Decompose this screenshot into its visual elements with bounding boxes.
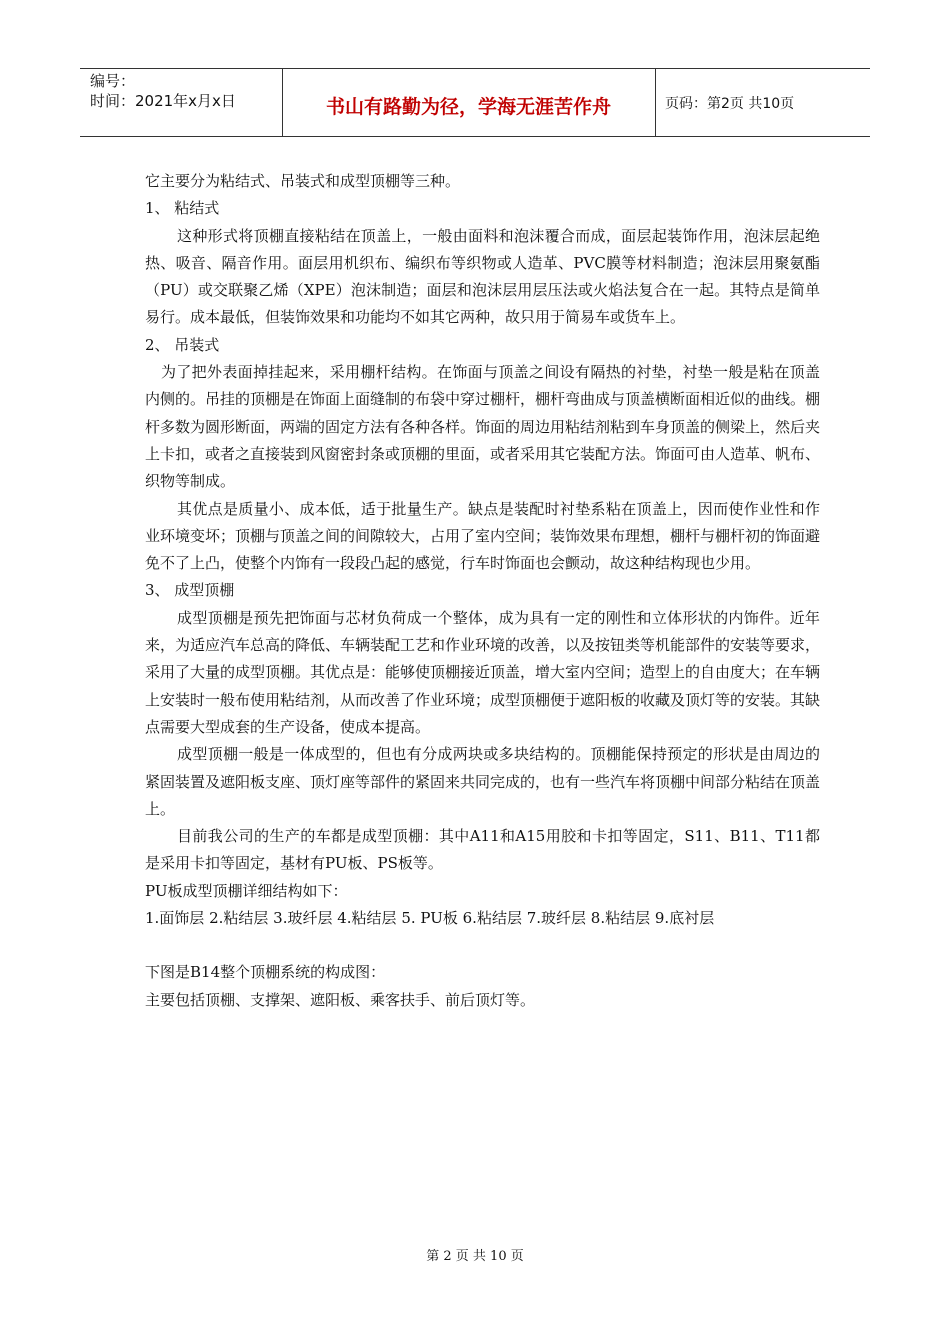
paragraph: 成型顶棚是预先把饰面与芯材负荷成一个整体，成为具有一定的刚性和立体形状的内饰件。近年来，为适应汽车总高的降低、车辆装配工艺和作业环境的改善，以及按钮类等机能部件的安装等要求，采用了大量的成型顶棚。其优点是：能够使顶棚接近顶盖，增大室内空间；造型上的自由度大；在车辆上安装时一般布使用粘结剂，从而改善了作业环境；成型顶棚便于遮阳板的收藏及顶灯等的安装。其缺点需要大型成套的生产设备，使成本提高。 — [145, 608, 821, 736]
header-meta — [90, 71, 236, 111]
paragraph: 3、 成型顶棚 — [145, 581, 235, 600]
spacer — [145, 932, 820, 959]
paragraph: 1、 粘结式 — [145, 199, 220, 218]
doc-number-label: 编号： — [90, 72, 136, 90]
paragraph: 它主要分为粘结式、吊装式和成型顶棚等三种。 — [145, 172, 461, 190]
document-body — [145, 168, 820, 1014]
paragraph: 成型顶棚一般是一体成型的，但也有分成两块或多块结构的。顶棚能保持预定的形状是由周边的紧固装置及遮阳板支座、顶灯座等部件的紧固来共同完成的，也有一些汽车将顶棚中间部分粘结在顶盖上。 — [145, 745, 821, 818]
header-divider — [655, 69, 656, 136]
doc-time-label: 时间：2021年x月x日 — [90, 92, 236, 110]
paragraph: 目前我公司的生产的车都是成型顶棚：其中A11和A15用胶和卡扣等固定，S11、B11、T11都是采用卡扣等固定，基材有PU板、PS板等。 — [145, 827, 820, 873]
paragraph: 下图是B14整个顶棚系统的构成图： — [145, 963, 386, 982]
header-page-info: 页码：第2页 共10页 — [665, 96, 795, 112]
paragraph: 为了把外表面掉挂起来，采用棚杆结构。在饰面与顶盖之间设有隔热的衬垫，衬垫一般是粘在顶盖内侧的。吊挂的顶棚是在饰面上面缝制的布袋中穿过棚杆，棚杆弯曲成与顶盖横断面相近似的曲线。棚杆多数为圆形断面，两端的固定方法有各种各样。饰面的周边用粘结剂粘到车身顶盖的侧梁上，然后夹上卡扣，或者之直接装到风窗密封条或顶棚的里面，或者采用其它装配方法。饰面可由人造革、帆布、织物等制成。 — [145, 363, 821, 491]
paragraph: 1.面饰层 2.粘结层 3.玻纤层 4.粘结层 5. PU板 6.粘结层 7.玻纤层 8.粘结层 9.底衬层 — [145, 909, 715, 928]
paragraph: PU板成型顶棚详细结构如下： — [145, 881, 348, 900]
page-footer: 第 2 页 共 10 页 — [426, 1249, 524, 1264]
paragraph: 这种形式将顶棚直接粘结在顶盖上，一般由面料和泡沫覆合而成，面层起装饰作用，泡沫层起绝热、吸音、隔音作用。面层用机织布、编织布等织物或人造革、PVC膜等材料制造；泡沫层用聚氨酯（PU）或交联聚乙烯（XPE）泡沫制造；面层和泡沫层用层压法或火焰法复合在一起。其特点是简单易行。成本最低，但装饰效果和功能均不如其它两种，故只用于简易车或货车上。 — [145, 226, 820, 327]
page-header — [80, 68, 870, 137]
header-motto: 书山有路勤为径，学海无涯苦作舟 — [325, 96, 611, 118]
paragraph: 2、 吊装式 — [145, 335, 220, 354]
paragraph: 其优点是质量小、成本低，适于批量生产。缺点是装配时衬垫系粘在顶盖上，因而使作业性和作业环境变坏；顶棚与顶盖之间的间隙较大，占用了室内空间；装饰效果布理想，棚杆与棚杆初的饰面避免不了上凸，使整个内饰有一段段凸起的感觉，行车时饰面也会颤动，故这种结构现也少用。 — [145, 499, 821, 573]
paragraph: 主要包括顶棚、支撑架、遮阳板、乘客扶手、前后顶灯等。 — [145, 990, 536, 1009]
